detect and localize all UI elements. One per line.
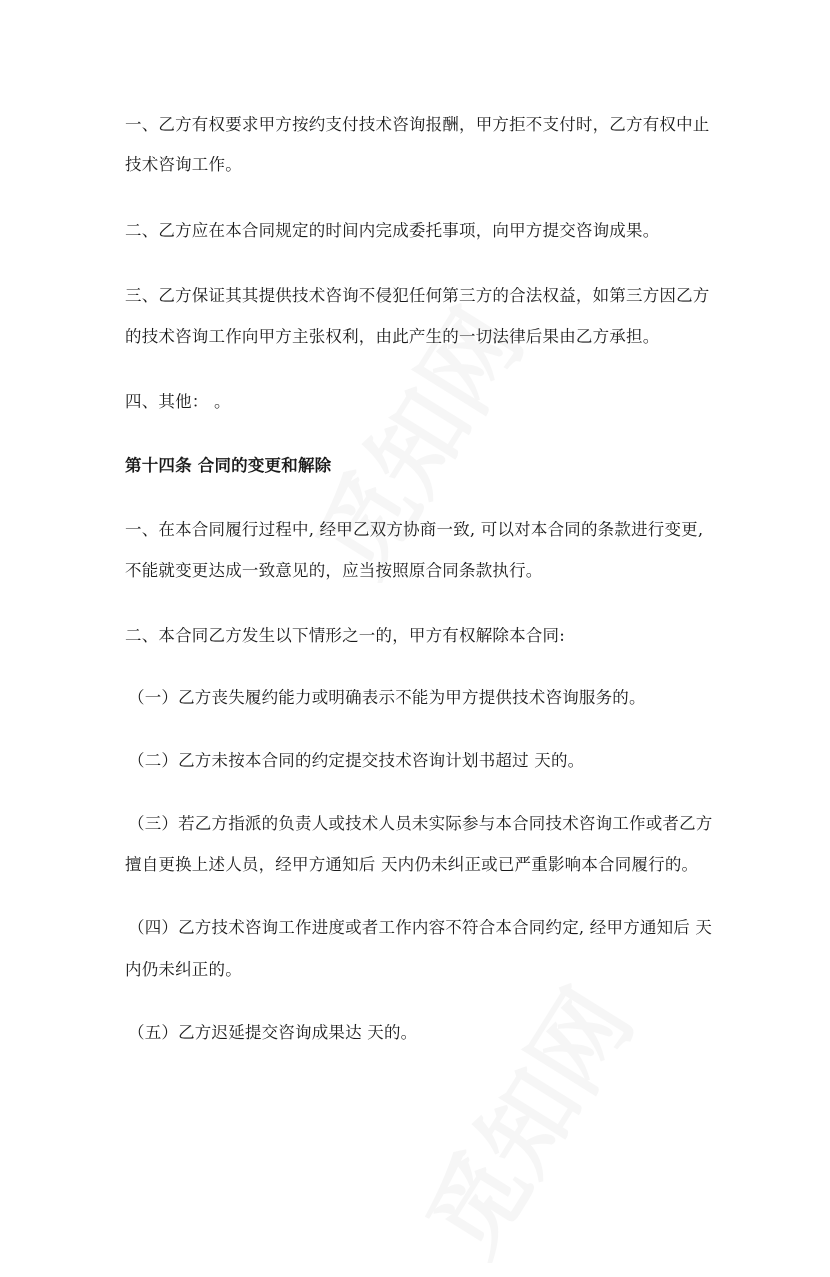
paragraph-line: 的技术咨询工作向甲方主张权利，由此产生的一切法律后果由乙方承担。 [125, 327, 660, 346]
paragraph-line: 不能就变更达成一致意见的，应当按照原合同条款执行。 [125, 561, 543, 580]
list-item-continuation: 擅自更换上述人员，经甲方通知后 天内仍未纠正或已严重影响本合同履行的。 [125, 855, 699, 874]
paragraph-line: 三、乙方保证其其提供技术咨询不侵犯任何第三方的合法权益，如第三方因乙方 [125, 286, 710, 305]
list-item: （五）乙方迟延提交咨询成果达 天的。 [128, 1023, 418, 1042]
paragraph-line: 技术咨询工作。 [125, 155, 242, 174]
paragraph-line: 二、乙方应在本合同规定的时间内完成委托事项，向甲方提交咨询成果。 [125, 221, 660, 240]
section-heading: 第十四条 合同的变更和解除 [125, 456, 332, 475]
list-item: （二）乙方未按本合同的约定提交技术咨询计划书超过 天的。 [128, 751, 585, 770]
paragraph-line: 四、其他： 。 [125, 392, 231, 411]
list-item: （一）乙方丧失履约能力或明确表示不能为甲方提供技术咨询服务的。 [128, 688, 646, 707]
list-item: （三）若乙方指派的负责人或技术人员未实际参与本合同技术咨询工作或者乙方 [128, 814, 713, 833]
watermark [390, 960, 659, 1277]
list-item: （四）乙方技术咨询工作进度或者工作内容不符合本合同约定, 经甲方通知后 天 [128, 918, 713, 937]
paragraph-line: 一、乙方有权要求甲方按约支付技术咨询报酬，甲方拒不支付时，乙方有权中止 [125, 115, 710, 134]
list-item-continuation: 内仍未纠正的。 [125, 960, 242, 979]
paragraph-line: 一、在本合同履行过程中, 经甲乙双方协商一致, 可以对本合同的条款进行变更, [125, 520, 704, 539]
paragraph-line: 二、本合同乙方发生以下情形之一的，甲方有权解除本合同: [125, 626, 565, 645]
